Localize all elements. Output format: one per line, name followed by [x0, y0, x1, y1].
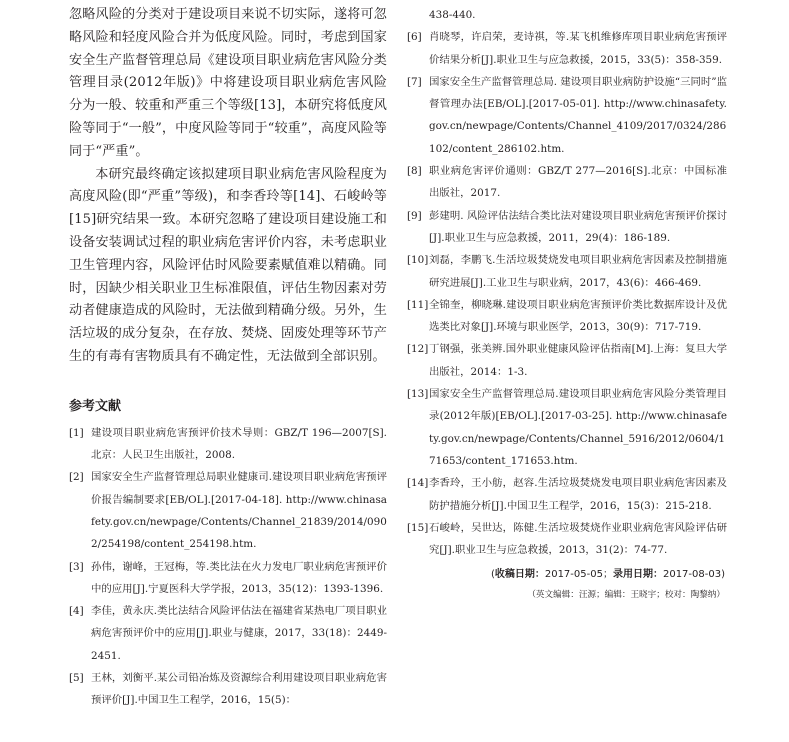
reference-number: [6]	[407, 31, 422, 44]
body-text	[69, 0, 387, 369]
reference-number: [14]	[407, 477, 429, 490]
reference-item	[407, 383, 727, 472]
reference-number: [11]	[407, 298, 429, 311]
reference-text: 王林，刘衡平.某公司铅冶炼及资源综合利用建设项目职业病危害预评价[J].中国卫生工程学，2016，15(5)：	[91, 672, 387, 707]
reference-item	[407, 71, 727, 160]
reference-text: 石峻岭，吴世达，陈健.生活垃圾焚烧作业职业病危害风险评估研究[J].职业卫生与应急救援，2013，31(2)：74-77.	[429, 521, 727, 557]
reference-item	[69, 667, 387, 712]
reference-text: 建设项目职业病危害预评价技术导则：GBZ/T 196—2007[S].北京：人民卫生出版社，2008.	[91, 426, 387, 462]
accepted-date: 2017-08-03	[662, 569, 722, 581]
reference-item	[69, 556, 387, 601]
reference-list-left	[69, 422, 387, 712]
reference-item	[69, 466, 387, 555]
reference-text: 国家安全生产监督管理总局职业健康司.建设项目职业病危害预评价报告编制要求[EB/OL].[2017-04-18]. http://www.chinasafety.gov.cn/newpage/Contents/Channel_21839/2014/0902/254198/content_254198.htm.	[91, 471, 387, 551]
reference-number: [9]	[407, 209, 422, 222]
reference-continuation	[407, 0, 727, 26]
reference-item	[407, 294, 727, 339]
right-column	[407, 0, 727, 602]
reference-text: 全锦奎，柳晓琳.建设项目职业病危害预评价类比数据库设计及优选类比对象[J].环境与职业医学，2013，30(9)：717-719.	[429, 298, 727, 334]
received-label: 收稿日期：	[494, 569, 545, 581]
reference-number: [5]	[69, 672, 84, 685]
reference-item	[407, 472, 727, 517]
reference-text: 李香玲，王小舫，赵容.生活垃圾焚烧发电项目职业病危害因素及防护措施分析[J].中国卫生工程学，2016，15(3)：215-218.	[429, 477, 727, 512]
reference-number: [2]	[69, 471, 84, 484]
received-accepted-dates: (收稿日期：2017-05-05；录用日期：2017-08-03)	[490, 569, 725, 581]
reference-text: 肖晓琴，许启荣，麦诗祺，等.某飞机维修库项目职业病危害预评价结果分析[J].职业卫生与应急救援，2015，33(5)：358-359.	[429, 31, 727, 66]
body-paragraph-2: 本研究最终确定该拟建项目职业病危害风险程度为高度风险(即“严重”等级)，和李香玲等[14]、石峻岭等[15]研究结果一致。本研究忽略了建设项目建设施工和设备安装调试过程的职业病危害评价内容，未考虑职业卫生管理内容，风险评估时风险要素赋值难以精确。同时，因缺少相关职业卫生标准限值，评估生物因素对劳动者健康造成的风险时，无法做到精确分级。另外，生活垃圾的成分复杂，在存放、焚烧、固废处理等环节产生的有毒有害物质具有不确定性，无法做到全部识别。	[69, 166, 387, 364]
reference-text: 职业病危害评价通则：GBZ/T 277—2016[S].北京：中国标准出版社，2017.	[429, 165, 727, 200]
left-column	[69, 0, 387, 712]
reference-item	[407, 26, 727, 71]
reference-text: 438-440.	[429, 9, 476, 21]
reference-text: 孙伟，谢峰，王冠梅，等.类比法在火力发电厂职业病危害预评价中的应用[J].宁夏医科大学学报，2013，35(12)：1393-1396.	[91, 560, 387, 595]
reference-list-right	[407, 26, 727, 561]
reference-item	[69, 600, 387, 667]
reference-number: [4]	[69, 605, 84, 618]
reference-text: 国家安全生产监督管理总局. 建设项目职业病防护设施“三同时”监督管理办法[EB/OL].[2017-05-01]. http://www.chinasafety.gov.cn/newpage/Contents/Channel_4109/2017/0324/286102/content_286102.htm.	[429, 75, 727, 155]
accepted-label: 录用日期：	[612, 569, 663, 581]
reference-text: 丁钢强，张美辨.国外职业健康风险评估指南[M].上海：复旦大学出版社，2014：1-3.	[429, 343, 727, 378]
reference-number: [12]	[407, 343, 429, 356]
references-heading: 参考文献	[69, 398, 122, 414]
reference-number: [3]	[69, 560, 84, 573]
editor-credits: （英文编辑：汪源；编辑：王晓宇；校对：陶黎纳）	[527, 590, 725, 601]
received-date: 2017-05-05	[544, 569, 603, 581]
reference-number: [15]	[407, 521, 429, 534]
reference-number: [13]	[407, 388, 429, 401]
reference-item	[407, 160, 727, 205]
body-paragraph-1: 忽略风险的分类对于建设项目来说不切实际，遂将可忽略风险和轻度风险合并为低度风险。同时，考虑到国家安全生产监督管理总局《建设项目职业病危害风险分类管理目录(2012年版)》中将建设项目职业病危害风险分为一般、较重和严重三个等级[13]，本研究将低度风险等同于“一般”，中度风险等同于“较重”，高度风险等同于“严重”。	[69, 7, 387, 159]
reference-item	[407, 205, 727, 250]
reference-text: 刘磊，李鹏飞.生活垃圾焚烧发电项目职业病危害因素及控制措施研究进展[J].工业卫生与职业病，2017，43(6)：466-469.	[429, 254, 727, 289]
reference-number: [8]	[407, 165, 422, 178]
reference-item	[407, 517, 727, 562]
reference-text: 彭建明. 风险评估法结合类比法对建设项目职业病危害预评价探讨[J].职业卫生与应急救援，2011，29(4)：186-189.	[429, 209, 727, 244]
reference-text: 李佳，黄永庆.类比法结合风险评估法在福建省某热电厂项目职业病危害预评价中的应用[J].职业与健康，2017，33(18)：2449-2451.	[91, 605, 387, 662]
reference-number: [10]	[407, 254, 429, 267]
reference-item	[407, 249, 727, 294]
reference-text: 国家安全生产监督管理总局.建设项目职业病危害风险分类管理目录(2012年版)[EB/OL].[2017-03-25]. http://www.chinasafety.gov.cn/newpage/Contents/Channel_5916/2012/0604/171653/content_171653.htm.	[429, 388, 727, 467]
reference-number: [7]	[407, 75, 422, 88]
reference-item	[407, 338, 727, 383]
reference-item	[69, 422, 387, 467]
reference-number: [1]	[69, 426, 84, 439]
